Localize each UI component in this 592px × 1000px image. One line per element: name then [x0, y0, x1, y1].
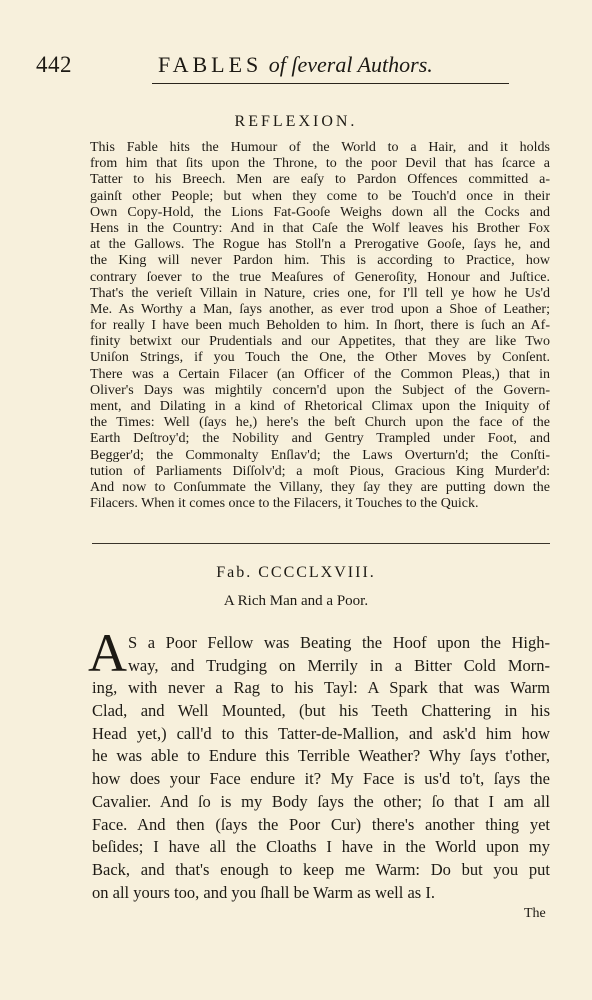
reflexion-heading: REFLEXION. — [234, 113, 358, 130]
reflexion-line: Filacers. When it comes once to the Filacers, it Touches to the Quick. — [90, 496, 479, 512]
reflexion-line: Me. As Worthy a Man, ſays another, as ever trod upon a Shoe of Leather; — [90, 301, 550, 317]
fable-number: Fab. CCCCLXVIII. — [216, 564, 376, 581]
reflexion-line: Earth Deſtroy'd; the Nobility and Gentry Trampled under Foot, and — [90, 431, 550, 447]
fable-line: he was able to Endure this Terrible Weather? Why ſays t'other, — [92, 746, 550, 766]
running-title-rest: of ſeveral Authors. — [268, 52, 433, 77]
reflexion-line: Uniſon Strings, if you Touch the One, the Other Moves by Conſent. — [90, 350, 550, 366]
reflexion-text — [90, 140, 550, 512]
reflexion-line: Begger'd; the Commonalty Enſlav'd; the Laws Overturn'd; the Conſti- — [90, 447, 550, 463]
reflexion-line: Hens in the Country: And in that Caſe the Wolf leaves his Brother Fox — [90, 220, 550, 236]
reflexion-line: contrary ſoever to the true Meaſures of Generoſity, Honour and Juſtice. — [90, 269, 550, 285]
reflexion-line: Tatter to his Breech. Men are eaſy to Pardon Offences committed a- — [90, 172, 550, 188]
fable-text — [92, 632, 550, 904]
fable-line: way, and Trudging on Merrily in a Bitter Cold Morn- — [128, 655, 550, 675]
page-number: 442 — [36, 52, 72, 77]
section-divider — [92, 543, 550, 544]
reflexion-line: gainſt other People; but when they come to be Touch'd once in their — [90, 188, 550, 204]
reflexion-line: at the Gallows. The Rogue has Stoll'n a Prerogative Gooſe, ſays he, and — [90, 237, 550, 253]
fable-line: Clad, and Well Mounted, (but his Teeth Chattering in his — [92, 701, 550, 721]
reflexion-line: finity betwixt our Prudentials and our Appetites, that they are like Two — [90, 334, 550, 350]
running-header — [36, 52, 556, 84]
reflexion-line: tution of Parliaments Diſſolv'd; a moſt Pious, Gracious King Murder'd: — [90, 463, 550, 479]
fable-line: ing, with never a Rag to his Tayl: A Spark that was Warm — [92, 678, 550, 698]
running-title-caps: FABLES — [158, 52, 263, 77]
reflexion-line: That's the verieſt Villain in Nature, cries one, for I'll tell ye how he Us'd — [90, 285, 550, 301]
reflexion-line: There was a Certain Filacer (an Officer of the Common Pleas,) that in — [90, 366, 550, 382]
header-rule — [152, 83, 509, 84]
fable-line: Cavalier. And ſo is my Body ſays the other; ſo that I am all — [92, 791, 550, 811]
reflexion-line: the King will never Pardon him. This is according to Practice, how — [90, 253, 550, 269]
reflexion-line: for really I have been much Beholden to him. In ſhort, there is ſuch an Af- — [90, 318, 550, 334]
reflexion-line: Oliver's Days was mightily concern'd upon the Subject of the Govern- — [90, 382, 550, 398]
fable-line: Head yet,) call'd to this Tatter-de-Mallion, and ask'd him how — [92, 723, 550, 743]
reflexion-line: And now to Conſummate the Villany, they ſay they are putting down the — [90, 479, 550, 495]
fable-line: on all yours too, and you ſhall be Warm as well as I. — [92, 882, 435, 902]
fable-line: Back, and that's enough to keep me Warm: Do but you put — [92, 859, 550, 879]
fable-line: how does your Face endure it? My Face is us'd to't, ſays the — [92, 769, 550, 789]
reflexion-line: ment, and Dilating in a kind of Rhetorical Climax upon the Iniquity of — [90, 399, 550, 414]
reflexion-line: the Times: Well (ſays he,) here's the beſt Church upon the face of the — [90, 415, 550, 431]
fable-line: S a Poor Fellow was Beating the Hoof upon the High- — [128, 633, 550, 652]
fable-title: A Rich Man and a Poor. — [223, 593, 369, 609]
reflexion-line: This Fable hits the Humour of the World to a Hair, and it holds — [90, 140, 550, 155]
fable-line: Face. And then (ſays the Poor Cur) there's another thing yet — [92, 814, 550, 834]
catchword: The — [524, 906, 546, 921]
drop-cap: A — [88, 623, 127, 683]
reflexion-line: from him that ſits upon the Throne, to the poor Devil that has ſcarce a — [90, 156, 550, 172]
fable-line: beſides; I have all the Cloaths I have in the World upon my — [92, 837, 550, 857]
reflexion-line: Own Copy-Hold, the Lions Fat-Gooſe Weighs down all the Cocks and — [90, 204, 550, 220]
running-title — [158, 52, 433, 78]
